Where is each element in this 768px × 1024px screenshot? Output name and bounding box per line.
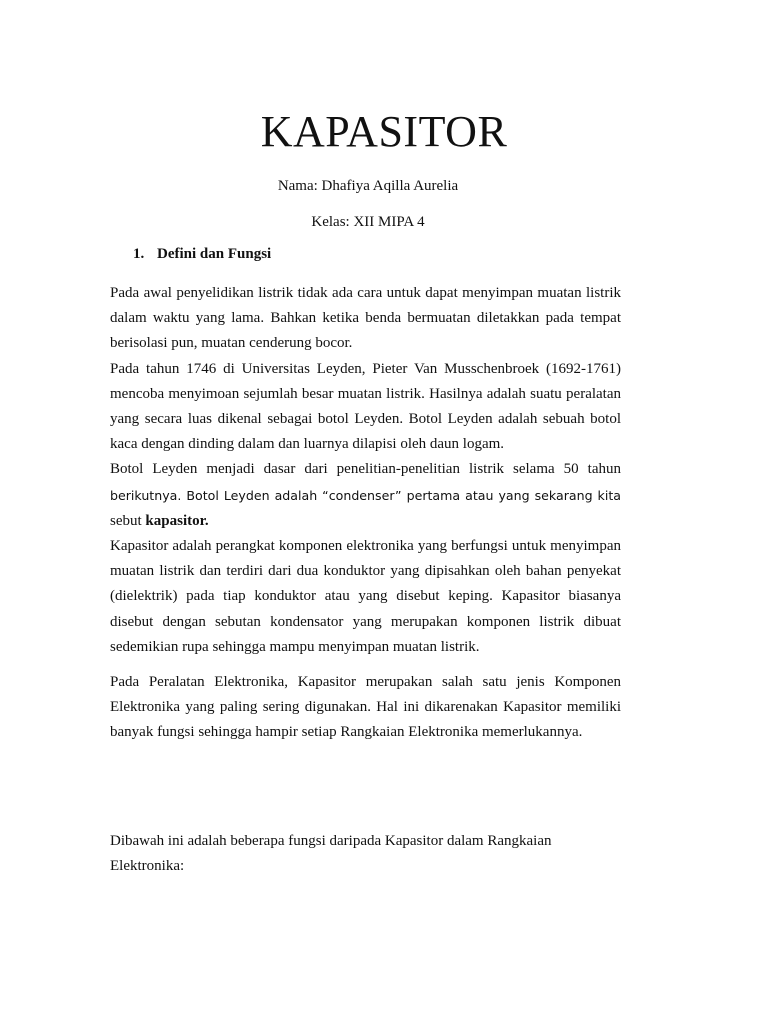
paragraph-2: Pada tahun 1746 di Universitas Leyden, Pieter Van Musschenbroek (1692-1761) mencoba menyimoan sejumlah besar muatan listrik. Hasilnya adalah suatu peralatan yang secara luas dikenal sebagai botol Leyden. Botol Leyden adalah sebuah botol kaca dengan dinding dalam dan luarnya dilapisi oleh daun logam.	[110, 360, 621, 453]
student-name: Nama: Dhafiya Aqilla Aurelia	[277, 178, 459, 194]
paragraph-3-start: Botol Leyden menjadi dasar dari penelitian-penelitian listrik selama 50 tahun	[110, 461, 621, 478]
paragraph-3-sans: berikutnya. Botol Leyden adalah “condenser” pertama atau yang sekarang kita	[110, 487, 621, 503]
student-class: Kelas: XII MIPA 4	[311, 214, 425, 230]
document-title: KAPASITOR	[260, 107, 508, 156]
paragraph-6: Dibawah ini adalah beberapa fungsi daripada Kapasitor dalam Rangkaian Elektronika:	[110, 833, 552, 875]
paragraph-4: Kapasitor adalah perangkat komponen elektronika yang berfungsi untuk menyimpan muatan listrik dan terdiri dari dua konduktor yang dipisahkan oleh bahan penyekat (dielektrik) pada tiap konduktor atau yang disebut keping. Kapasitor biasanya disebut dengan sebutan kondensator yang merupakan komponen listrik dibuat sedemikian rupa sehingga mampu menyimpan muatan listrik.	[110, 538, 621, 655]
section-number: 1.	[133, 246, 145, 262]
section-title: Defini dan Fungsi	[157, 246, 272, 262]
paragraph-3	[110, 457, 621, 534]
paragraph-5: Pada Peralatan Elektronika, Kapasitor merupakan salah satu jenis Komponen Elektronika yang paling sering digunakan. Hal ini dikarenakan Kapasitor memiliki banyak fungsi sehingga hampir setiap Rangkaian Elektronika memerlukannya.	[110, 674, 621, 741]
body-text	[110, 281, 621, 746]
section-heading	[133, 246, 271, 263]
kapasitor-bold: kapasitor.	[145, 512, 209, 529]
paragraph-3-sebut: sebut	[110, 512, 142, 529]
paragraph-1: Pada awal penyelidikan listrik tidak ada cara untuk dapat menyimpan muatan listrik dalam waktu yang lama. Bahkan ketika benda bermuatan diletakkan pada tempat berisolasi pun, muatan cenderung bocor.	[110, 285, 621, 352]
body-text-lower	[110, 829, 580, 879]
